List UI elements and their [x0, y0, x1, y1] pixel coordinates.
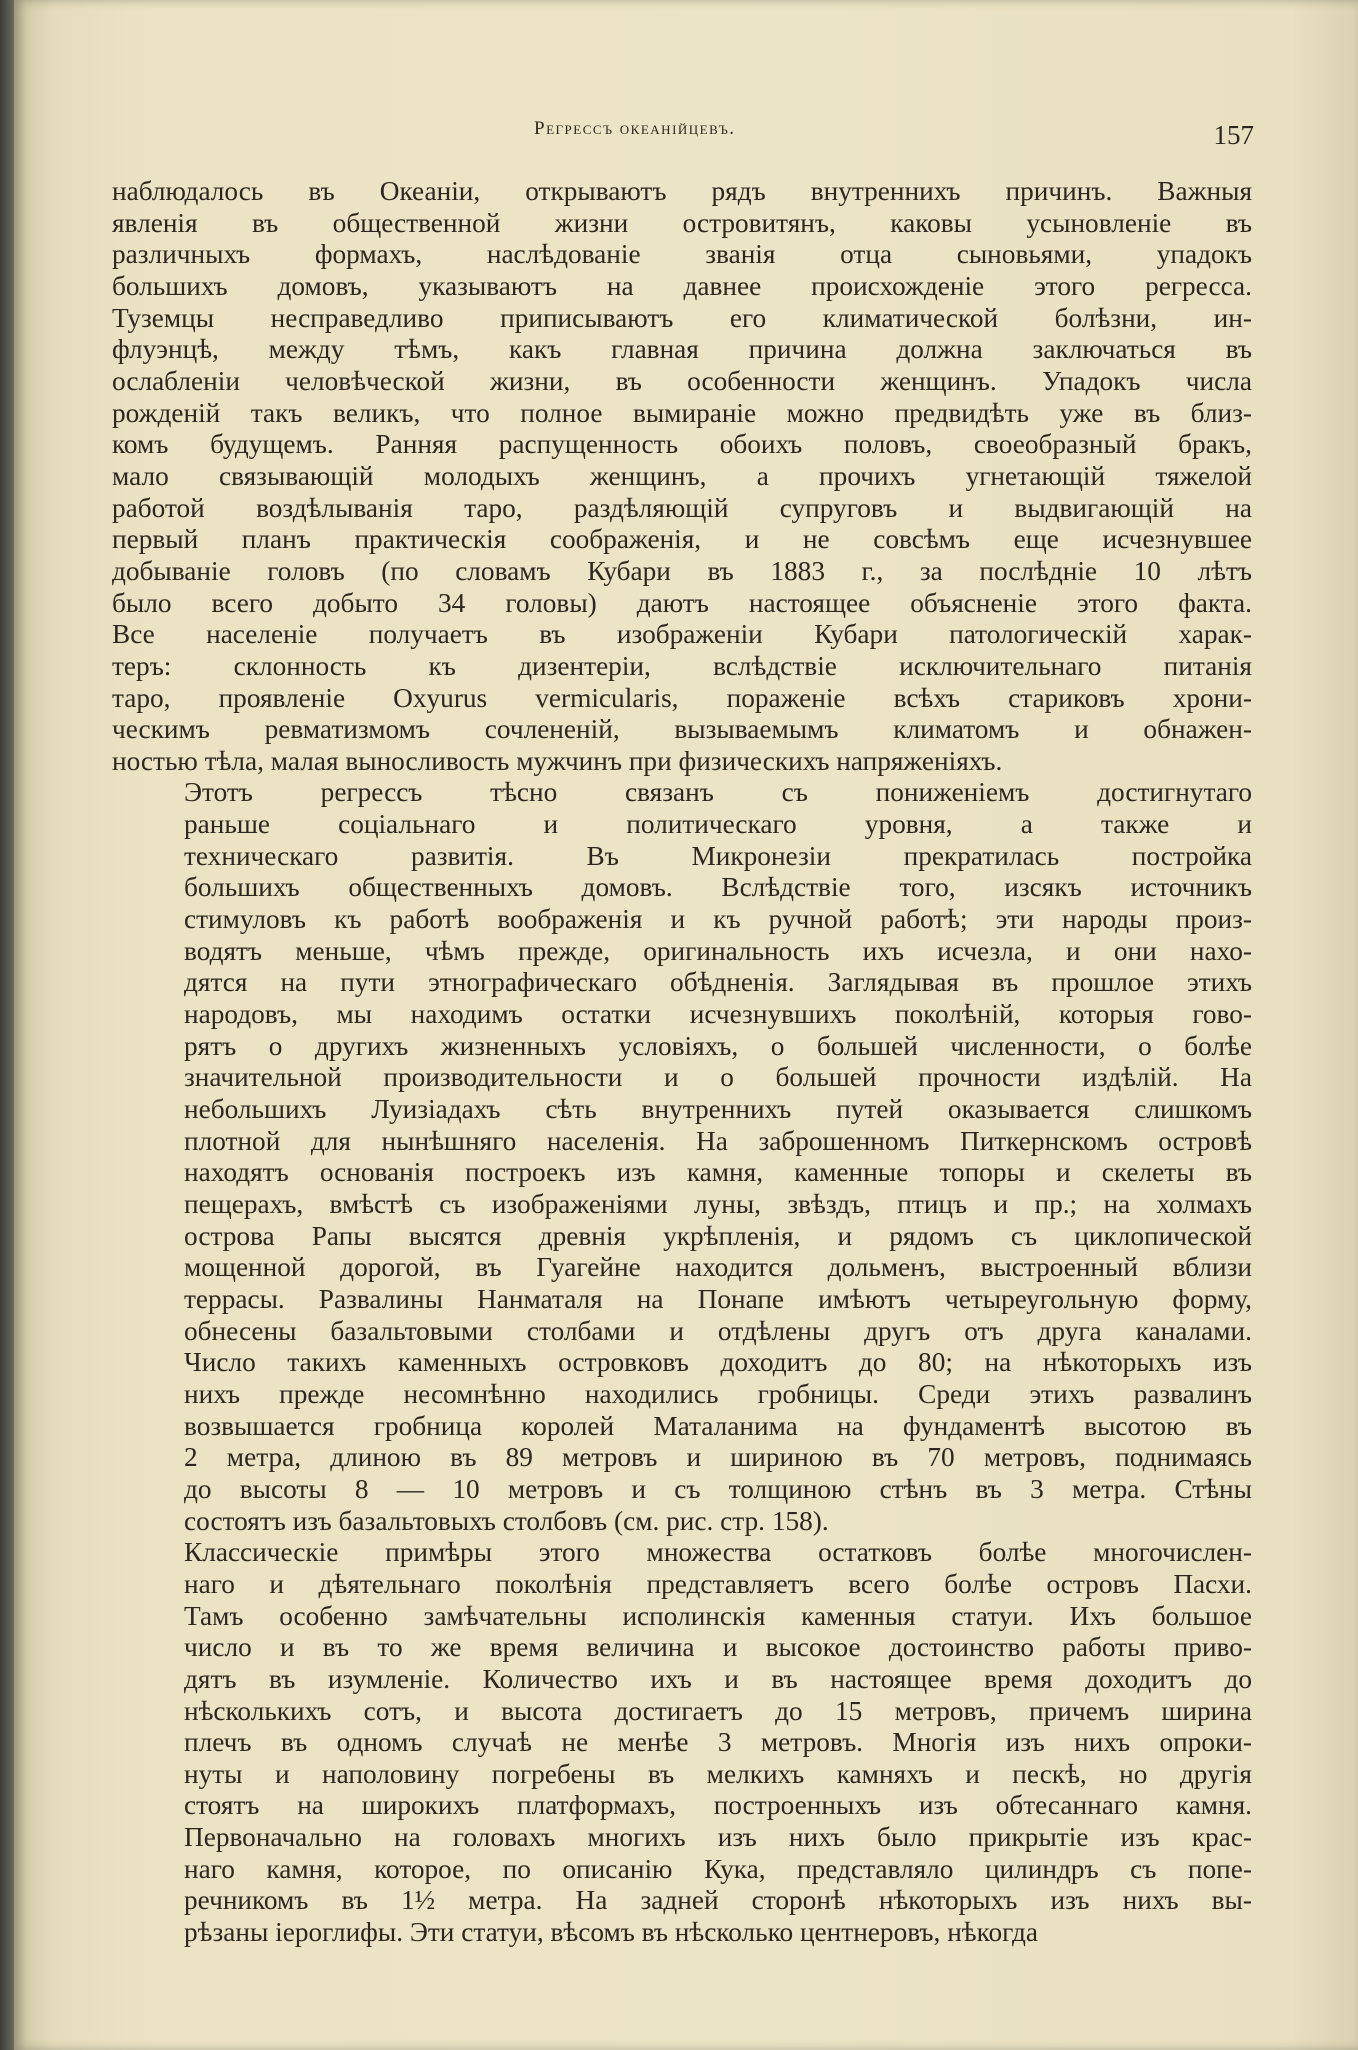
- text-line: различныхъ формахъ, наслѣдованіе званія отца сыновьями, упадокъ: [112, 239, 1252, 270]
- text-line: техническаго развитія. Въ Микронезіи прекратилась постройка: [184, 840, 1252, 871]
- text-line: первый планъ практическія соображенія, и не совсѣмъ еще исчезнувшее: [112, 524, 1252, 555]
- text-line: раньше соціальнаго и политическаго уровня, а также и: [184, 809, 1252, 840]
- text-line: водятъ меньше, чѣмъ прежде, оригинальность ихъ исчезла, и они нахо-: [184, 935, 1252, 966]
- text-line: обнесены базальтовыми столбами и отдѣлены другъ отъ друга каналами.: [184, 1315, 1252, 1346]
- text-line: рятъ о другихъ жизненныхъ условіяхъ, о большей численности, о болѣе: [184, 1030, 1252, 1061]
- text-line: ослабленіи человѣческой жизни, въ особенности женщинъ. Упадокъ числа: [112, 365, 1252, 396]
- text-line: Классическіе примѣры этого множества остатковъ болѣе многочислен-: [184, 1537, 1252, 1568]
- text-line: Тамъ особенно замѣчательны исполинскія каменныя статуи. Ихъ большое: [184, 1600, 1252, 1631]
- text-line: террасы. Развалины Нанматаля на Понапе имѣютъ четыреугольную форму,: [184, 1283, 1252, 1314]
- body-text: [112, 176, 1252, 1949]
- text-line: до высоты 8 — 10 метровъ и съ толщиною стѣнъ въ 3 метра. Стѣны: [184, 1473, 1252, 1504]
- text-line: возвышается гробница королей Маталанима на фундаментѣ высотою въ: [184, 1410, 1252, 1441]
- text-line: плечъ въ одномъ случаѣ не менѣе 3 метровъ. Многія изъ нихъ опроки-: [184, 1727, 1252, 1758]
- text-line: наго и дѣятельнаго поколѣнія представляетъ всего болѣе островъ Пасхи.: [184, 1568, 1252, 1599]
- text-line: пещерахъ, вмѣстѣ съ изображеніями луны, звѣздъ, птицъ и пр.; на холмахъ: [184, 1189, 1252, 1219]
- text-line: народовъ, мы находимъ остатки исчезнувшихъ поколѣній, которыя гово-: [184, 999, 1252, 1030]
- text-line: дятся на пути этнографическаго обѣдненія. Заглядывая въ прошлое этихъ: [184, 967, 1252, 998]
- text-line: таро, проявленіе Oxyurus vermicularis, пораженіе всѣхъ стариковъ хрони-: [112, 682, 1252, 713]
- text-line: рожденій такъ великъ, что полное вымираніе можно предвидѣть уже въ близ-: [112, 397, 1252, 428]
- text-line: речникомъ въ 1½ метра. На задней сторонѣ нѣкоторыхъ изъ нихъ вы-: [184, 1885, 1252, 1916]
- text-line: находятъ основанія построекъ изъ камня, каменные топоры и скелеты въ: [184, 1157, 1252, 1188]
- text-line: нѣсколькихъ сотъ, и высота достигаетъ до 15 метровъ, причемъ ширина: [184, 1695, 1252, 1726]
- text-line: ностью тѣла, малая выносливость мужчинъ при физическихъ напряженіяхъ.: [112, 745, 1003, 776]
- text-line: большихъ общественныхъ домовъ. Вслѣдствіе того, изсякъ источникъ: [184, 872, 1252, 903]
- text-line: стимуловъ къ работѣ воображенія и къ ручной работѣ; эти народы произ-: [184, 904, 1252, 935]
- running-title: Регрессъ океанійцевъ.: [534, 118, 736, 139]
- text-line: нуты и наполовину погребены въ мелкихъ камняхъ и пескѣ, но другія: [184, 1758, 1252, 1789]
- text-line: работой воздѣлыванія таро, раздѣляющій супруговъ и выдвигающій на: [112, 492, 1252, 523]
- text-line: состоятъ изъ базальтовыхъ столбовъ (см. рис. стр. 158).: [184, 1505, 829, 1536]
- text-line: Первоначально на головахъ многихъ изъ нихъ было прикрытіе изъ крас-: [184, 1822, 1252, 1853]
- text-line: теръ: склонность къ дизентеріи, вслѣдствіе исключительнаго питанія: [112, 650, 1252, 681]
- text-line: Число такихъ каменныхъ островковъ доходитъ до 80; на нѣкоторыхъ изъ: [184, 1347, 1252, 1378]
- text-line: наблюдалось въ Океаніи, открываютъ рядъ внутреннихъ причинъ. Важныя: [112, 176, 1252, 206]
- text-line: флуэнцѣ, между тѣмъ, какъ главная причина должна заключаться въ: [112, 334, 1252, 365]
- text-line: небольшихъ Луизіадахъ сѣть внутреннихъ путей оказывается слишкомъ: [184, 1094, 1252, 1125]
- text-line: плотной для нынѣшняго населенія. На заброшенномъ Питкернскомъ островѣ: [184, 1125, 1252, 1156]
- text-line: наго камня, которое, по описанію Кука, представляло цилиндръ съ попе-: [184, 1853, 1252, 1884]
- paragraph: [112, 1537, 1252, 1949]
- text-line: было всего добыто 34 головы) даютъ настоящее объясненіе этого факта.: [112, 587, 1252, 618]
- text-line: острова Рапы высятся древнія укрѣпленія, и рядомъ съ циклопической: [184, 1220, 1252, 1251]
- text-line: Этотъ регрессъ тѣсно связанъ съ пониженіемъ достигнутаго: [184, 777, 1252, 808]
- text-line: явленія въ общественной жизни островитянъ, каковы усыновленіе въ: [112, 207, 1252, 238]
- text-line: рѣзаны іероглифы. Эти статуи, вѣсомъ въ нѣсколько центнеровъ, нѣкогда: [184, 1917, 1038, 1948]
- paragraph: [112, 176, 1252, 777]
- text-line: 2 метра, длиною въ 89 метровъ и шириною въ 70 метровъ, поднимаясь: [184, 1442, 1252, 1473]
- paragraph: [112, 777, 1252, 1537]
- page-header: [114, 118, 1254, 158]
- text-line: Туземцы несправедливо приписываютъ его климатической болѣзни, ин-: [112, 302, 1252, 333]
- text-line: мало связывающій молодыхъ женщинъ, а прочихъ угнетающій тяжелой: [112, 460, 1252, 491]
- text-line: дятъ въ изумленіе. Количество ихъ и въ настоящее время доходитъ до: [184, 1663, 1252, 1694]
- text-line: мощенной дорогой, въ Гуагейне находится дольменъ, выстроенный вблизи: [184, 1252, 1252, 1283]
- text-line: число и въ то же время величина и высокое достоинство работы приво-: [184, 1632, 1252, 1663]
- text-line: ческимъ ревматизмомъ сочлененій, вызываемымъ климатомъ и обнажен-: [112, 714, 1252, 745]
- text-line: большихъ домовъ, указываютъ на давнее происхожденіе этого регресса.: [112, 270, 1252, 301]
- book-gutter: [0, 0, 14, 2050]
- text-line: стоятъ на широкихъ платформахъ, построенныхъ изъ обтесаннаго камня.: [184, 1790, 1252, 1821]
- page-number: 157: [1213, 120, 1254, 150]
- text-line: Все населеніе получаетъ въ изображеніи Кубари патологическій харак-: [112, 619, 1252, 650]
- text-line: добываніе головъ (по словамъ Кубари въ 1883 г., за послѣдніе 10 лѣтъ: [112, 555, 1252, 586]
- text-line: нихъ прежде несомнѣнно находились гробницы. Среди этихъ развалинъ: [184, 1378, 1252, 1409]
- text-line: комъ будущемъ. Ранняя распущенность обоихъ половъ, своеобразный бракъ,: [112, 429, 1252, 460]
- text-line: значительной производительности и о большей прочности издѣлій. На: [184, 1062, 1252, 1093]
- book-page: [14, 0, 1358, 2050]
